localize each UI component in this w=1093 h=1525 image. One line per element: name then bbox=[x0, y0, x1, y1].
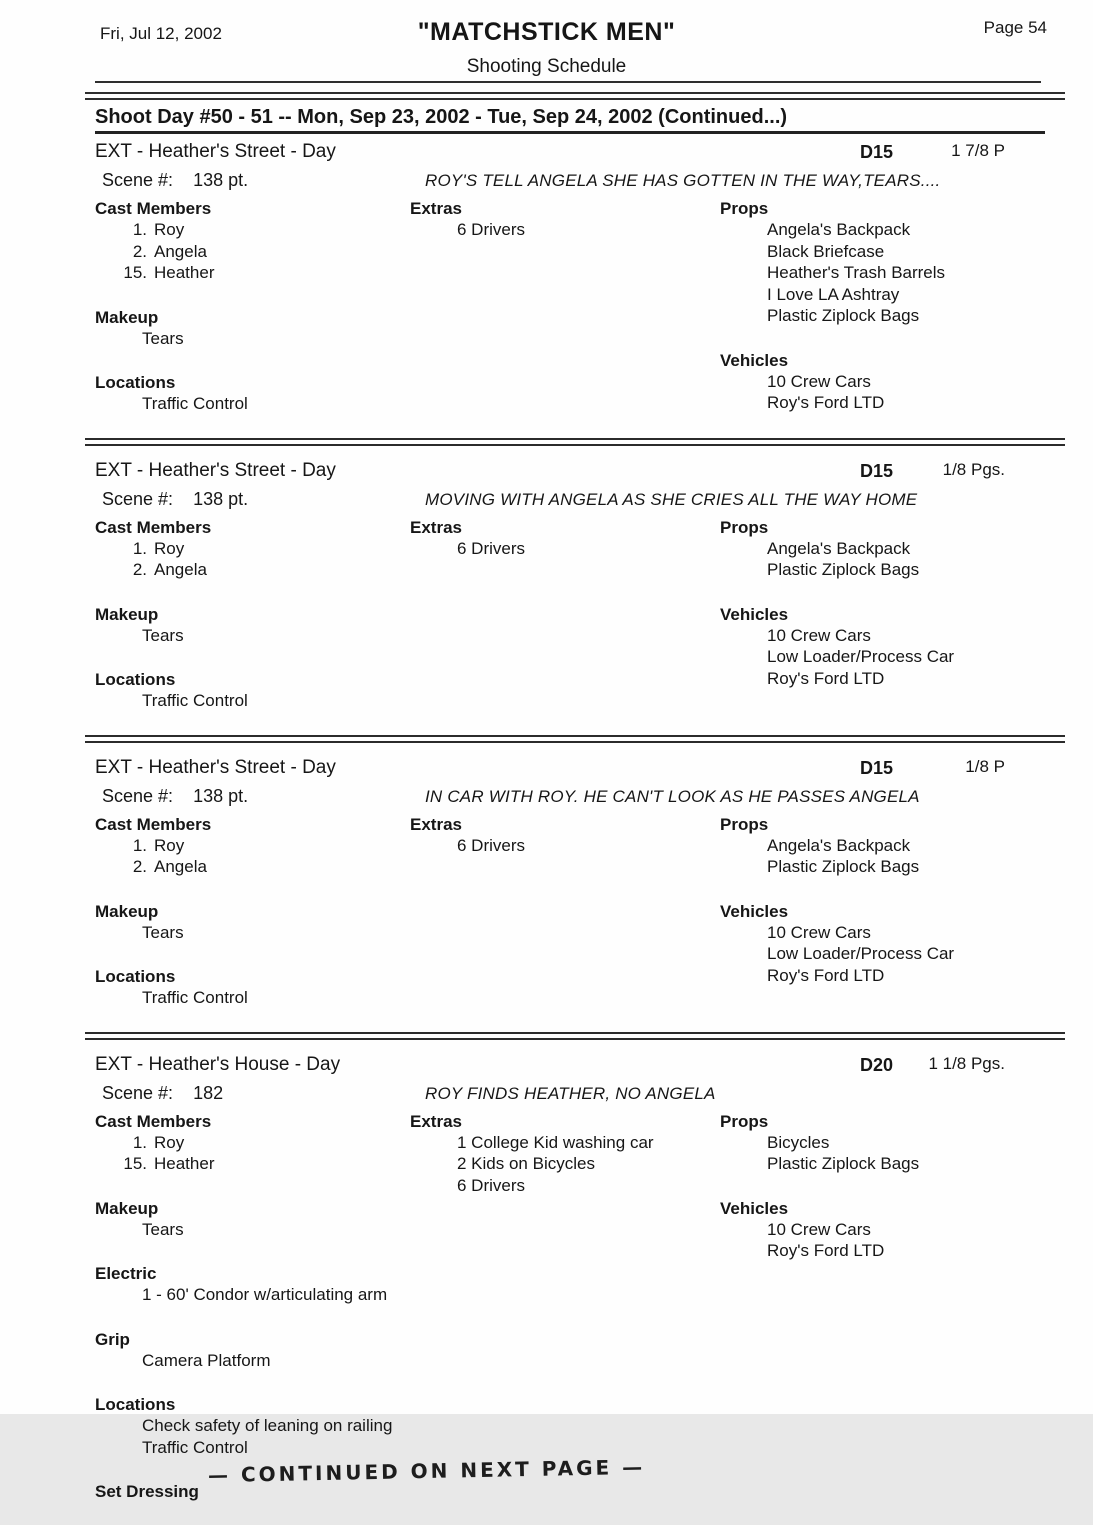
group-item-list bbox=[720, 219, 1049, 327]
group-item: Bicycles bbox=[767, 1132, 1049, 1154]
group-item: Roy's Ford LTD bbox=[767, 392, 1049, 414]
section-subheader bbox=[95, 489, 1049, 510]
cast-member bbox=[115, 1132, 410, 1154]
section-header bbox=[95, 757, 1049, 783]
section-header bbox=[95, 1054, 1049, 1080]
group-item-list bbox=[95, 393, 410, 415]
group-item: 6 Drivers bbox=[457, 538, 720, 560]
page-count: 1/8 Pgs. bbox=[943, 460, 1005, 480]
requirement-group bbox=[720, 814, 1049, 878]
requirement-group bbox=[95, 1111, 410, 1175]
group-label: Cast Members bbox=[95, 814, 410, 835]
section-divider bbox=[85, 735, 1065, 743]
slugline: EXT - Heather's Street - Day bbox=[95, 460, 1049, 482]
requirement-group bbox=[95, 901, 410, 944]
group-label: Props bbox=[720, 517, 1049, 538]
group-label: Cast Members bbox=[95, 198, 410, 219]
subtitle-rule bbox=[95, 81, 1041, 83]
header-double-rule bbox=[85, 92, 1065, 100]
section-body bbox=[95, 814, 1049, 1032]
cast-name: Roy bbox=[154, 836, 184, 855]
group-item: Plastic Ziplock Bags bbox=[767, 559, 1049, 581]
requirement-group bbox=[410, 517, 720, 560]
requirement-group bbox=[410, 814, 720, 857]
group-item: Traffic Control bbox=[142, 987, 410, 1009]
section-divider bbox=[85, 1032, 1065, 1040]
slugline: EXT - Heather's Street - Day bbox=[95, 141, 1049, 163]
requirement-group bbox=[410, 198, 720, 241]
group-item-list bbox=[720, 835, 1049, 878]
group-item-list bbox=[720, 922, 1049, 987]
group-label: Makeup bbox=[95, 1198, 410, 1219]
group-item: Check safety of leaning on railing bbox=[142, 1415, 410, 1437]
page-count: 1 1/8 Pgs. bbox=[928, 1054, 1005, 1074]
scene-number-label: Scene #: bbox=[102, 1083, 173, 1103]
group-item-list bbox=[95, 328, 410, 350]
scene-number-value: 138 pt. bbox=[193, 170, 248, 190]
requirement-group bbox=[95, 517, 410, 581]
sections bbox=[0, 134, 1093, 1525]
group-item: 6 Drivers bbox=[457, 835, 720, 857]
cast-name: Roy bbox=[154, 220, 184, 239]
requirement-group bbox=[95, 1263, 410, 1306]
scene-number bbox=[95, 489, 425, 510]
scene-description: ROY'S TELL ANGELA SHE HAS GOTTEN IN THE WAY,TEARS.... bbox=[425, 170, 1049, 191]
group-item: 2 Kids on Bicycles bbox=[457, 1153, 720, 1175]
group-item-list bbox=[410, 219, 720, 241]
cast-member bbox=[115, 856, 410, 878]
document-date: Fri, Jul 12, 2002 bbox=[100, 24, 222, 44]
page-count: 1/8 P bbox=[965, 757, 1005, 777]
column-left bbox=[95, 198, 410, 438]
scene-number-value: 138 pt. bbox=[193, 489, 248, 509]
cast-number: 15. bbox=[115, 262, 147, 284]
cast-name: Angela bbox=[154, 857, 207, 876]
cast-number: 15. bbox=[115, 1153, 147, 1175]
scene-number bbox=[95, 170, 425, 191]
group-item: I Love LA Ashtray bbox=[767, 284, 1049, 306]
group-item: 10 Crew Cars bbox=[767, 1219, 1049, 1241]
requirement-group bbox=[720, 517, 1049, 581]
day-code: D15 bbox=[860, 142, 893, 163]
group-item-list bbox=[95, 1219, 410, 1241]
group-label: Makeup bbox=[95, 604, 410, 625]
column-middle bbox=[410, 517, 720, 735]
group-label: Extras bbox=[410, 198, 720, 219]
cast-member bbox=[115, 835, 410, 857]
group-item-list bbox=[95, 922, 410, 944]
group-item-list bbox=[410, 1132, 720, 1197]
group-item: Tears bbox=[142, 625, 410, 647]
group-item: 1 College Kid washing car bbox=[457, 1132, 720, 1154]
requirement-group bbox=[410, 1111, 720, 1197]
day-code: D20 bbox=[860, 1055, 893, 1076]
group-label: Locations bbox=[95, 372, 410, 393]
section-divider bbox=[85, 438, 1065, 446]
cast-name: Roy bbox=[154, 539, 184, 558]
cast-number: 1. bbox=[115, 538, 147, 560]
requirement-group bbox=[95, 307, 410, 350]
scene-description: IN CAR WITH ROY. HE CAN'T LOOK AS HE PASSES ANGELA bbox=[425, 786, 1049, 807]
document-subtitle: Shooting Schedule bbox=[0, 56, 1093, 78]
group-item-list bbox=[95, 625, 410, 647]
requirement-group bbox=[95, 814, 410, 878]
shoot-day-banner: Shoot Day #50 - 51 -- Mon, Sep 23, 2002 - Tue, Sep 24, 2002 (Continued...) bbox=[95, 106, 1045, 134]
group-item: Roy's Ford LTD bbox=[767, 1240, 1049, 1262]
requirement-group bbox=[720, 1111, 1049, 1175]
column-middle bbox=[410, 198, 720, 438]
group-item: Roy's Ford LTD bbox=[767, 965, 1049, 987]
requirement-group bbox=[720, 604, 1049, 690]
group-item: Traffic Control bbox=[142, 690, 410, 712]
slugline: EXT - Heather's Street - Day bbox=[95, 757, 1049, 779]
cast-member bbox=[115, 1153, 410, 1175]
group-item: Plastic Ziplock Bags bbox=[767, 1153, 1049, 1175]
group-item: Tears bbox=[142, 328, 410, 350]
page-count: 1 7/8 P bbox=[951, 141, 1005, 161]
slugline: EXT - Heather's House - Day bbox=[95, 1054, 1049, 1076]
section-header bbox=[95, 141, 1049, 167]
requirement-group bbox=[95, 1329, 410, 1372]
group-label: Props bbox=[720, 814, 1049, 835]
cast-name: Heather bbox=[154, 1154, 214, 1173]
group-label: Makeup bbox=[95, 307, 410, 328]
cast-list bbox=[95, 219, 410, 284]
column-right bbox=[720, 198, 1049, 438]
group-label: Vehicles bbox=[720, 901, 1049, 922]
group-label: Extras bbox=[410, 517, 720, 538]
group-label: Extras bbox=[410, 1111, 720, 1132]
requirement-group bbox=[95, 669, 410, 712]
group-label: Props bbox=[720, 198, 1049, 219]
document-header bbox=[0, 0, 1093, 134]
group-item: Angela's Backpack bbox=[767, 538, 1049, 560]
group-item: Angela's Backpack bbox=[767, 219, 1049, 241]
scene-number-label: Scene #: bbox=[102, 489, 173, 509]
group-label: Locations bbox=[95, 966, 410, 987]
group-item: 6 Drivers bbox=[457, 219, 720, 241]
cast-member bbox=[115, 262, 410, 284]
cast-member bbox=[115, 559, 410, 581]
group-item: 10 Crew Cars bbox=[767, 371, 1049, 393]
group-label: Cast Members bbox=[95, 517, 410, 538]
group-item: Heather's Trash Barrels bbox=[767, 262, 1049, 284]
group-label: Locations bbox=[95, 1394, 410, 1415]
cast-name: Roy bbox=[154, 1133, 184, 1152]
cast-list bbox=[95, 538, 410, 581]
column-left bbox=[95, 814, 410, 1032]
scene-number bbox=[95, 786, 425, 807]
group-label: Vehicles bbox=[720, 604, 1049, 625]
group-item: Traffic Control bbox=[142, 393, 410, 415]
cast-member bbox=[115, 241, 410, 263]
scene-number-value: 138 pt. bbox=[193, 786, 248, 806]
requirement-group bbox=[95, 1198, 410, 1241]
section-body bbox=[95, 517, 1049, 735]
page-number: Page 54 bbox=[984, 18, 1047, 38]
cast-number: 2. bbox=[115, 559, 147, 581]
group-item: Plastic Ziplock Bags bbox=[767, 305, 1049, 327]
cast-number: 2. bbox=[115, 241, 147, 263]
group-label: Props bbox=[720, 1111, 1049, 1132]
section-body bbox=[95, 198, 1049, 438]
requirement-group bbox=[720, 901, 1049, 987]
cast-name: Angela bbox=[154, 560, 207, 579]
requirement-group bbox=[720, 198, 1049, 327]
group-item: 10 Crew Cars bbox=[767, 922, 1049, 944]
section-subheader bbox=[95, 170, 1049, 191]
scene-strip bbox=[0, 750, 1093, 1032]
day-code: D15 bbox=[860, 758, 893, 779]
group-label: Makeup bbox=[95, 901, 410, 922]
cast-number: 1. bbox=[115, 1132, 147, 1154]
scene-number-value: 182 bbox=[193, 1083, 223, 1103]
group-item: 6 Drivers bbox=[457, 1175, 720, 1197]
cast-number: 1. bbox=[115, 835, 147, 857]
group-item-list bbox=[95, 1415, 410, 1458]
column-middle bbox=[410, 814, 720, 1032]
group-item: Angela's Backpack bbox=[767, 835, 1049, 857]
group-item-list bbox=[410, 538, 720, 560]
scene-number-label: Scene #: bbox=[102, 786, 173, 806]
group-item-list bbox=[95, 987, 410, 1009]
group-item: Black Briefcase bbox=[767, 241, 1049, 263]
cast-number: 2. bbox=[115, 856, 147, 878]
scene-description: MOVING WITH ANGELA AS SHE CRIES ALL THE WAY HOME bbox=[425, 489, 1049, 510]
cast-member bbox=[115, 219, 410, 241]
requirement-group bbox=[95, 1394, 410, 1458]
group-item: 10 Crew Cars bbox=[767, 625, 1049, 647]
requirement-group bbox=[95, 604, 410, 647]
group-item-list bbox=[720, 625, 1049, 690]
column-left bbox=[95, 517, 410, 735]
cast-list bbox=[95, 835, 410, 878]
group-label: Electric bbox=[95, 1263, 410, 1284]
group-item: Traffic Control bbox=[142, 1437, 410, 1459]
group-item: 1 - 60' Condor w/articulating arm bbox=[142, 1284, 410, 1306]
section-header bbox=[95, 460, 1049, 486]
group-item-list bbox=[95, 1350, 410, 1372]
requirement-group bbox=[95, 198, 410, 284]
column-right bbox=[720, 1111, 1049, 1525]
group-item: Tears bbox=[142, 922, 410, 944]
group-item: Plastic Ziplock Bags bbox=[767, 856, 1049, 878]
document-title: "MATCHSTICK MEN" bbox=[0, 18, 1093, 47]
section-subheader bbox=[95, 786, 1049, 807]
group-label: Vehicles bbox=[720, 350, 1049, 371]
group-item: Low Loader/Process Car bbox=[767, 943, 1049, 965]
group-item: Low Loader/Process Car bbox=[767, 646, 1049, 668]
group-item-list bbox=[95, 690, 410, 712]
group-item: Tears bbox=[142, 1219, 410, 1241]
column-right bbox=[720, 814, 1049, 1032]
group-item-list bbox=[720, 1132, 1049, 1175]
day-code: D15 bbox=[860, 461, 893, 482]
group-label: Grip bbox=[95, 1329, 410, 1350]
group-label: Set Dressing bbox=[95, 1481, 410, 1502]
scene-number bbox=[95, 1083, 425, 1104]
scene-strip bbox=[0, 453, 1093, 735]
cast-name: Heather bbox=[154, 263, 214, 282]
group-item-list bbox=[720, 1219, 1049, 1262]
requirement-group bbox=[720, 1198, 1049, 1262]
group-label: Cast Members bbox=[95, 1111, 410, 1132]
requirement-group bbox=[95, 966, 410, 1009]
group-item-list bbox=[410, 835, 720, 857]
group-label: Extras bbox=[410, 814, 720, 835]
scene-description: ROY FINDS HEATHER, NO ANGELA bbox=[425, 1083, 1049, 1104]
cast-number: 1. bbox=[115, 219, 147, 241]
requirement-group bbox=[95, 372, 410, 415]
group-item: Roy's Ford LTD bbox=[767, 668, 1049, 690]
cast-member bbox=[115, 538, 410, 560]
scene-number-label: Scene #: bbox=[102, 170, 173, 190]
scene-strip bbox=[0, 1047, 1093, 1525]
cast-name: Angela bbox=[154, 242, 207, 261]
scene-strip bbox=[0, 134, 1093, 438]
requirement-group bbox=[720, 350, 1049, 414]
group-item-list bbox=[720, 371, 1049, 414]
column-right bbox=[720, 517, 1049, 735]
group-label: Locations bbox=[95, 669, 410, 690]
group-label: Vehicles bbox=[720, 1198, 1049, 1219]
section-subheader bbox=[95, 1083, 1049, 1104]
group-item-list bbox=[720, 538, 1049, 581]
handwritten-note: — CONTINUED ON NEXT PAGE — bbox=[208, 1454, 646, 1486]
cast-list bbox=[95, 1132, 410, 1175]
group-item: Camera Platform bbox=[142, 1350, 410, 1372]
group-item-list bbox=[95, 1284, 410, 1306]
